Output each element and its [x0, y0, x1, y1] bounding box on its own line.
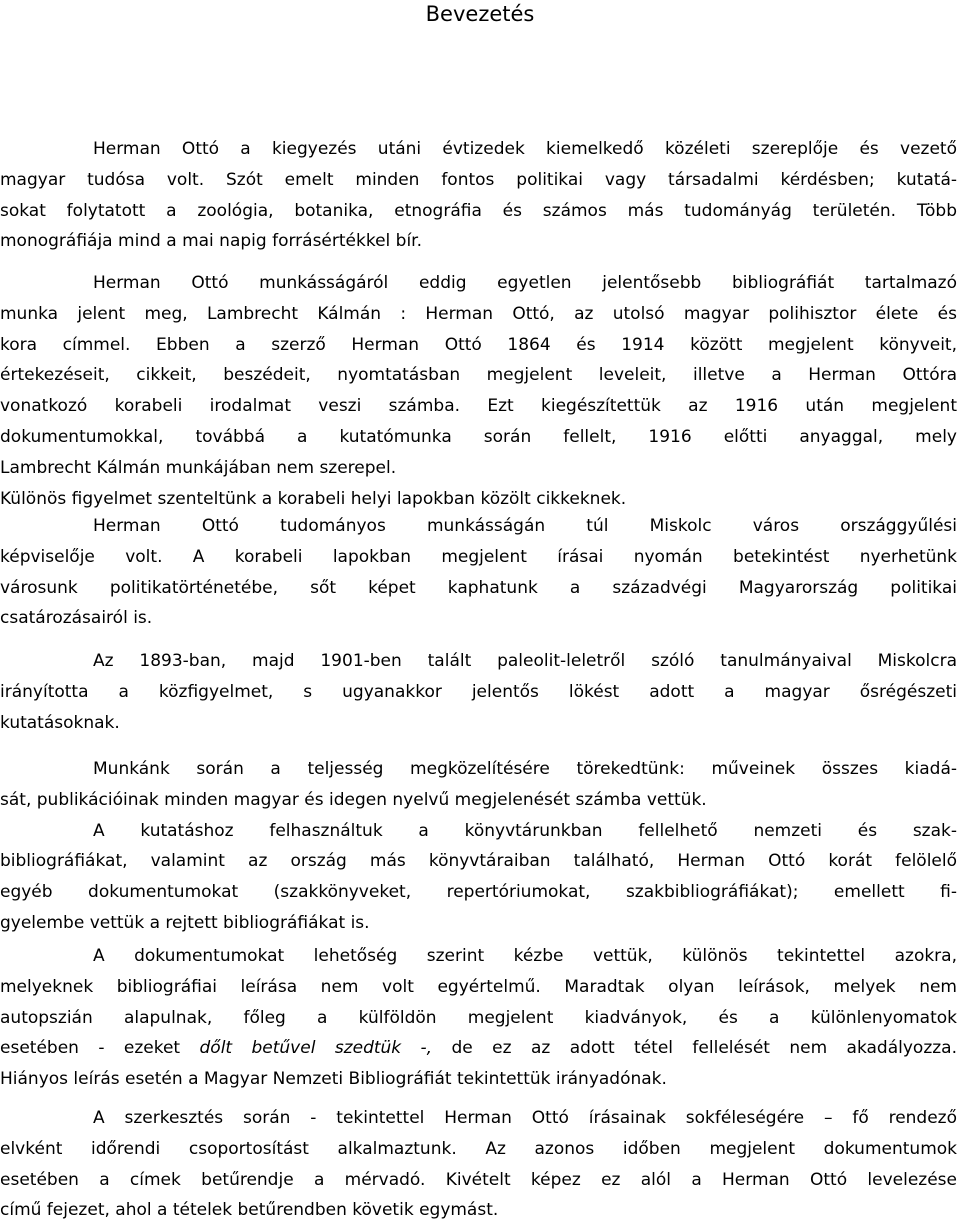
- paragraph-line: Herman Ottó tudományos munkásságán túl Miskolc város országgyűlési: [93, 516, 957, 536]
- paragraph-2: [0, 268, 957, 514]
- paragraph-line: csatározásairól is.: [0, 608, 153, 629]
- paragraph-line: értekezéseit, cikkeit, beszédeit, nyomtatásban megjelent leveleit, illetve a Herman Ottóra: [0, 365, 957, 386]
- paragraph-line: munka jelent meg, Lambrecht Kálmán : Herman Ottó, az utolsó magyar polihisztor élete és: [0, 303, 957, 324]
- paragraph-line: gyelembe vettük a rejtett bibliográfiákat is.: [0, 912, 370, 933]
- paragraph-line: című fejezet, ahol a tételek betűrendben követik egymást.: [0, 1200, 499, 1221]
- paragraph-line: [0, 1033, 957, 1064]
- paragraph-line: dokumentumokkal, továbbá a kutatómunka során fellelt, 1916 előtti anyaggal, mely: [0, 426, 957, 447]
- paragraph-6: [0, 941, 957, 1095]
- page-title: Bevezetés: [425, 2, 535, 26]
- paragraph-4: [0, 646, 957, 738]
- paragraph-line: autopszián alapulnak, főleg a külföldön megjelent kiadványok, és a különlenyomatok: [0, 1007, 957, 1028]
- paragraph-5: [0, 754, 957, 939]
- paragraph-3: [0, 511, 957, 634]
- paragraph-text: de ez az adott tétel fellelését nem akadályozza.: [432, 1038, 957, 1059]
- paragraph-line: Az 1893-ban, majd 1901-ben talált paleolit-leletről szóló tanulmányaival Miskolcra: [93, 651, 957, 671]
- paragraph-line: városunk politikatörténetébe, sőt képet kaphatunk a századvégi Magyarország politikai: [0, 577, 957, 598]
- paragraph-line: irányította a közfigyelmet, s ugyanakkor jelentős lökést adott a magyar ősrégészeti: [0, 681, 957, 702]
- paragraph-line: képviselője volt. A korabeli lapokban megjelent írásai nyomán betekintést nyerhetünk: [0, 546, 957, 567]
- italic-note: dőlt betűvel szedtük -,: [199, 1038, 433, 1059]
- paragraph-line: A szerkesztés során - tekintettel Herman Ottó írásainak sokféleségére – fő rendező: [93, 1108, 957, 1128]
- paragraph-line: Lambrecht Kálmán munkájában nem szerepel.: [0, 457, 397, 478]
- paragraph-line: sokat folytatott a zoológia, botanika, etnográfia és számos más tudományág területén. Több: [0, 200, 957, 221]
- paragraph-1: [0, 134, 957, 257]
- paragraph-line: elvként időrendi csoportosítást alkalmaztunk. Az azonos időben megjelent dokumentumok: [0, 1138, 957, 1159]
- paragraph-line: A kutatáshoz felhasználtuk a könyvtárunkban fellelhető nemzeti és szak-: [93, 820, 957, 841]
- paragraph-line: Hiányos leírás esetén a Magyar Nemzeti Bibliográfiát tekintettük irányadónak.: [0, 1069, 667, 1090]
- paragraph-line: esetében a címek betűrendje a mérvadó. Kivételt képez ez alól a Herman Ottó levelezése: [0, 1169, 957, 1190]
- paragraph-7: [0, 1103, 957, 1226]
- paragraph-line: bibliográfiákat, valamint az ország más könyvtáraiban található, Herman Ottó korát felölelő: [0, 851, 957, 872]
- paragraph-line: Herman Ottó a kiegyezés utáni évtizedek kiemelkedő közéleti szereplője és vezető: [93, 139, 957, 159]
- paragraph-line: sát, publikációinak minden magyar és idegen nyelvű megjelenését számba vettük.: [0, 789, 707, 810]
- paragraph-line: magyar tudósa volt. Szót emelt minden fontos politikai vagy társadalmi kérdésben; kutatá-: [0, 169, 957, 190]
- paragraph-line: melyeknek bibliográfiai leírása nem volt egyértelmű. Maradtak olyan leírások, melyek nem: [0, 976, 957, 997]
- paragraph-line: kora címmel. Ebben a szerző Herman Ottó 1864 és 1914 között megjelent könyveit,: [0, 334, 957, 355]
- paragraph-line: A dokumentumokat lehetőség szerint kézbe vettük, különös tekintettel azokra,: [93, 946, 957, 966]
- paragraph-line: vonatkozó korabeli irodalmat veszi számba. Ezt kiegészítettük az 1916 után megjelent: [0, 396, 957, 417]
- paragraph-line: monográfiája mind a mai napig forrásértékkel bír.: [0, 231, 423, 252]
- paragraph-line: Munkánk során a teljesség megközelítésére törekedtünk: műveinek összes kiadá-: [93, 759, 957, 779]
- paragraph-line: kutatásoknak.: [0, 712, 120, 733]
- paragraph-line: egyéb dokumentumokat (szakkönyveket, repertóriumokat, szakbibliográfiákat); emellett fi-: [0, 882, 957, 903]
- paragraph-line: Herman Ottó munkásságáról eddig egyetlen jelentősebb bibliográfiát tartalmazó: [93, 273, 957, 293]
- paragraph-text: esetében - ezeket: [0, 1038, 200, 1059]
- paragraph-line: Különös figyelmet szenteltünk a korabeli helyi lapokban közölt cikkeknek.: [0, 488, 627, 509]
